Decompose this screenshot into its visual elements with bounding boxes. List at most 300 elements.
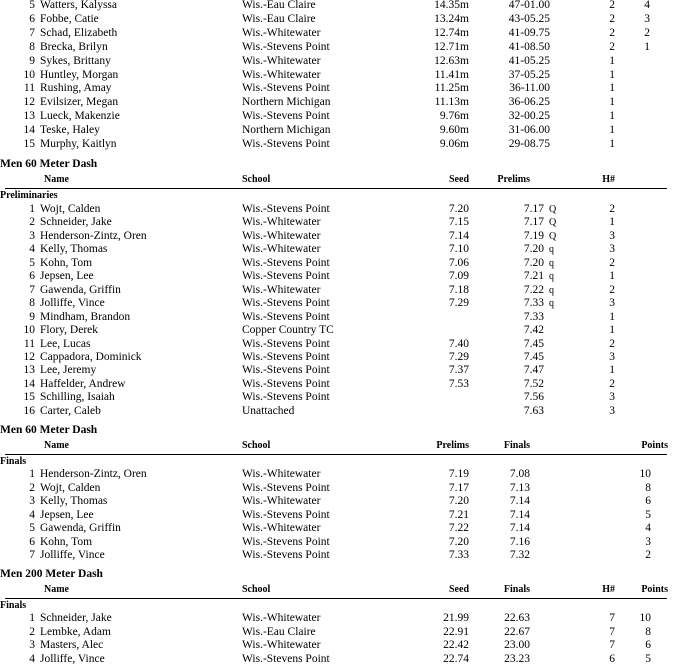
place-cell: 2 [29,481,35,494]
school-name: Wis.-Stevens Point [242,481,330,494]
table-row [0,364,675,378]
mark-imperial: 37-05.25 [508,68,550,81]
prelim-time: 7.33 [523,310,544,323]
school-name: Wis.-Stevens Point [242,364,330,377]
athlete-name: Brecka, Brilyn [40,40,108,53]
athlete-name: Jepsen, Lee [40,508,94,521]
table-row [0,55,675,69]
school-name: Wis.-Whitewater [242,283,321,296]
place-cell: 16 [23,404,35,417]
table-row [0,324,675,338]
table-row [0,405,675,419]
place-cell: 7 [29,549,35,561]
place-cell: 3 [29,229,35,242]
flight-cell: 1 [609,54,615,67]
final-time: 7.14 [509,495,530,507]
points-cell: 3 [645,535,651,548]
col-heat: H# [602,174,615,185]
place-cell: 10 [23,68,35,81]
school-name: Wis.-Stevens Point [242,310,330,323]
table-row [0,257,675,271]
flight-cell: 2 [609,0,615,11]
place-cell: 8 [29,297,35,310]
final-time: 22.67 [504,625,530,638]
final-time: 23.23 [504,652,530,665]
heat-cell: 3 [609,350,615,363]
flight-cell: 1 [609,96,615,109]
athlete-name: Jolliffe, Vince [40,652,105,665]
athlete-name: Wojt, Calden [40,203,101,215]
place-cell: 6 [29,12,35,25]
seed-cell: 7.06 [448,256,469,269]
place-cell: 9 [29,310,35,323]
table-row [0,82,675,96]
heat-cell: 2 [609,377,615,390]
seed-cell: 7.09 [448,270,469,283]
col-points: Points [641,440,668,451]
place-cell: 5 [29,256,35,269]
place-cell: 12 [23,350,35,363]
seed-cell: 22.91 [443,625,469,638]
place-cell: 15 [23,391,35,404]
place-cell: 13 [23,364,35,377]
athlete-name: Gawenda, Griffin [40,522,121,534]
athlete-name: Kohn, Tom [40,256,93,269]
prelim-time: 7.22 [448,522,469,534]
athlete-name: Henderson-Zintz, Oren [40,229,147,242]
seed-cell: 7.15 [448,216,469,229]
prelim-time: 7.20 [448,535,469,548]
points-cell: 6 [645,639,651,651]
school-name: Wis.-Stevens Point [242,138,330,150]
points-cell: 4 [645,522,651,534]
table-row [0,297,675,311]
section-label: Finals [0,600,27,611]
event-title: Men 60 Meter Dash [0,424,98,436]
athlete-name: Murphy, Kaitlyn [40,138,117,150]
athlete-name: Carter, Caleb [40,404,101,417]
place-cell: 4 [29,508,35,521]
prelim-time: 7.20 [523,256,544,269]
table-row [0,351,675,365]
seed-cell: 7.20 [448,203,469,215]
mark-imperial: 41-05.25 [508,54,550,67]
prelim-time: 7.63 [523,404,544,417]
seed-cell: 22.42 [443,639,469,651]
qualifier-mark: Q [549,230,557,242]
school-name: Wis.-Stevens Point [242,270,330,283]
col-name: Name [44,440,69,451]
prelim-time: 7.20 [448,495,469,507]
place-cell: 3 [29,495,35,507]
athlete-name: Lee, Lucas [40,337,91,350]
flight-cell: 1 [609,138,615,150]
final-time: 7.32 [509,549,530,561]
school-name: Wis.-Eau Claire [242,12,316,25]
athlete-name: Evilsizer, Megan [40,96,119,109]
school-name: Unattached [242,404,295,417]
mark-imperial: 41-08.50 [508,40,550,53]
heat-cell: 3 [609,404,615,417]
mark-imperial: 47-01.00 [508,0,550,11]
table-row [0,230,675,244]
mark-metric: 11.41m [434,68,469,81]
athlete-name: Kohn, Tom [40,535,93,548]
column-header-row [0,583,675,597]
athlete-name: Schneider, Jake [40,216,112,229]
athlete-name: Jolliffe, Vince [40,549,105,561]
school-name: Wis.-Stevens Point [242,203,330,215]
event-title: Men 200 Meter Dash [0,568,103,580]
table-row [0,0,675,13]
mark-metric: 13.24m [434,12,469,25]
place-cell: 1 [29,203,35,215]
place-cell: 4 [29,652,35,665]
prelim-time: 7.21 [523,270,544,283]
table-row [0,495,675,509]
school-name: Wis.-Stevens Point [242,549,330,561]
prelim-time: 7.17 [523,216,544,229]
col-school: School [242,174,271,185]
points-cell: 8 [645,481,651,494]
place-cell: 7 [29,26,35,39]
school-name: Wis.-Whitewater [242,54,321,67]
place-cell: 11 [23,82,35,95]
col-finals: Finals [503,584,530,595]
flight-cell: 1 [609,124,615,137]
table-row [0,378,675,392]
table-row [0,216,675,230]
table-row [0,110,675,124]
seed-cell: 7.29 [448,350,469,363]
table-row [0,626,675,640]
heat-cell: 7 [609,612,615,624]
school-name: Wis.-Stevens Point [242,508,330,521]
mark-imperial: 31-06.00 [508,124,550,137]
heat-cell: 1 [609,270,615,283]
seed-cell: 7.18 [448,283,469,296]
col-seed: Seed [449,174,469,185]
qualifier-mark: q [549,244,554,256]
mark-metric: 9.06m [439,138,469,150]
final-time: 23.00 [504,639,530,651]
seed-cell: 7.29 [448,297,469,310]
points-cell: 6 [645,495,651,507]
flight-cell: 2 [609,40,615,53]
final-time: 7.13 [509,481,530,494]
school-name: Northern Michigan [242,124,331,137]
mark-imperial: 43-05.25 [508,12,550,25]
table-row [0,653,675,667]
athlete-name: Jolliffe, Vince [40,297,105,310]
school-name: Wis.-Whitewater [242,229,321,242]
prelim-time: 7.19 [523,229,544,242]
school-name: Wis.-Whitewater [242,639,321,651]
heat-cell: 1 [609,310,615,323]
prelim-time: 7.20 [523,243,544,256]
heat-cell: 1 [609,364,615,377]
athlete-name: Lembke, Adam [40,625,111,638]
column-header-row [0,173,675,187]
qualifier-mark: q [549,257,554,269]
school-name: Wis.-Stevens Point [242,82,330,95]
qualifier-mark: Q [549,204,557,215]
col-heat: H# [602,584,615,595]
table-row [0,536,675,550]
qualifier-mark: q [549,271,554,283]
athlete-name: Gawenda, Griffin [40,283,121,296]
prelim-time: 7.19 [448,468,469,480]
athlete-name: Wojt, Calden [40,481,101,494]
school-name: Copper Country TC [242,324,334,337]
flight-cell: 2 [609,26,615,39]
school-name: Wis.-Whitewater [242,26,321,39]
flight-cell: 1 [609,82,615,95]
seed-cell: 7.53 [448,377,469,390]
school-name: Wis.-Whitewater [242,243,321,256]
final-time: 7.16 [509,535,530,548]
prelim-time: 7.42 [523,324,544,337]
table-row [0,338,675,352]
school-name: Wis.-Stevens Point [242,110,330,123]
athlete-name: Schneider, Jake [40,612,112,624]
athlete-name: Sykes, Brittany [40,54,111,67]
school-name: Wis.-Stevens Point [242,350,330,363]
place-cell: 11 [23,337,35,350]
final-time: 7.14 [509,508,530,521]
place-cell: 1 [29,612,35,624]
col-points: Points [641,584,668,595]
seed-cell: 22.74 [443,652,469,665]
mark-imperial: 41-09.75 [508,26,550,39]
points-cell: 2 [645,549,651,561]
place-cell: 1 [29,468,35,480]
qualifier-mark: q [549,298,554,310]
athlete-name: Cappadora, Dominick [40,350,142,363]
points-cell: 4 [644,0,650,11]
table-row [0,612,675,626]
qualifier-mark: q [549,284,554,296]
table-row [0,27,675,41]
table-row [0,203,675,217]
table-row [0,509,675,523]
prelim-time: 7.17 [448,481,469,494]
athlete-name: Schad, Elizabeth [40,26,118,39]
school-name: Northern Michigan [242,96,331,109]
prelim-time: 7.33 [448,549,469,561]
table-row [0,96,675,110]
place-cell: 6 [29,535,35,548]
place-cell: 4 [29,243,35,256]
prelim-time: 7.47 [523,364,544,377]
table-row [0,522,675,536]
prelim-time: 7.33 [523,297,544,310]
points-cell: 10 [639,468,651,480]
athlete-name: Schilling, Isaiah [40,391,115,404]
place-cell: 5 [29,522,35,534]
table-row [0,13,675,27]
place-cell: 12 [23,96,35,109]
table-row [0,138,675,152]
col-seed: Seed [449,584,469,595]
athlete-name: Teske, Haley [40,124,100,137]
table-row [0,482,675,496]
col-name: Name [44,584,69,595]
table-row [0,270,675,284]
place-cell: 10 [23,324,35,337]
col-name: Name [44,174,69,185]
col-finals: Finals [503,440,530,451]
heat-cell: 3 [609,391,615,404]
points-cell: 1 [644,40,650,53]
school-name: Wis.-Eau Claire [242,625,316,638]
school-name: Wis.-Stevens Point [242,391,330,404]
prelim-time: 7.21 [448,508,469,521]
place-cell: 3 [29,639,35,651]
final-time: 7.14 [509,522,530,534]
athlete-name: Lueck, Makenzie [40,110,120,123]
prelim-time: 7.22 [523,283,544,296]
place-cell: 14 [23,124,35,137]
prelim-time: 7.45 [523,337,544,350]
school-name: Wis.-Whitewater [242,612,321,624]
mark-metric: 12.74m [434,26,469,39]
col-prelims: Prelims [497,174,530,185]
table-row [0,41,675,55]
athlete-name: Kelly, Thomas [40,495,108,507]
seed-cell: 7.10 [448,243,469,256]
athlete-name: Fobbe, Catie [40,12,99,25]
seed-cell: 7.37 [448,364,469,377]
prelim-time: 7.45 [523,350,544,363]
mark-metric: 14.35m [434,0,469,11]
athlete-name: Rushing, Amay [40,82,112,95]
place-cell: 8 [29,40,35,53]
heat-cell: 7 [609,639,615,651]
mark-metric: 9.60m [439,124,469,137]
final-time: 22.63 [504,612,530,624]
heat-cell: 3 [609,243,615,256]
table-row [0,243,675,257]
prelim-time: 7.17 [523,203,544,215]
section-label: Preliminaries [0,190,58,201]
mark-metric: 11.13m [434,96,469,109]
heat-cell: 7 [609,625,615,638]
qualifier-mark: Q [549,217,557,229]
points-cell: 3 [644,12,650,25]
flight-cell: 1 [609,68,615,81]
seed-cell: 21.99 [443,612,469,624]
table-row [0,124,675,138]
mark-metric: 11.25m [434,82,469,95]
place-cell: 2 [29,216,35,229]
school-name: Wis.-Stevens Point [242,337,330,350]
athlete-name: Huntley, Morgan [40,68,119,81]
place-cell: 13 [23,110,35,123]
table-row [0,549,675,563]
heat-cell: 2 [609,337,615,350]
place-cell: 2 [29,625,35,638]
school-name: Wis.-Stevens Point [242,297,330,310]
mark-imperial: 36-06.25 [508,96,550,109]
final-time: 7.08 [509,468,530,480]
prelim-time: 7.52 [523,377,544,390]
mark-metric: 12.71m [434,40,469,53]
points-cell: 10 [639,612,651,624]
mark-metric: 12.63m [434,54,469,67]
column-header-row [0,439,675,453]
prelim-time: 7.56 [523,391,544,404]
place-cell: 9 [29,54,35,67]
col-school: School [242,584,271,595]
mark-imperial: 32-00.25 [508,110,550,123]
points-cell: 8 [645,625,651,638]
athlete-name: Kelly, Thomas [40,243,108,256]
school-name: Wis.-Whitewater [242,68,321,81]
athlete-name: Masters, Alec [40,639,104,651]
school-name: Wis.-Whitewater [242,468,321,480]
seed-cell: 7.14 [448,229,469,242]
athlete-name: Flory, Derek [40,324,99,337]
school-name: Wis.-Whitewater [242,216,321,229]
heat-cell: 3 [609,297,615,310]
school-name: Wis.-Stevens Point [242,652,330,665]
table-row [0,284,675,298]
school-name: Wis.-Stevens Point [242,40,330,53]
points-cell: 5 [645,508,651,521]
place-cell: 5 [29,0,35,11]
mark-imperial: 36-11.00 [509,82,550,95]
col-school: School [242,440,271,451]
heat-cell: 1 [609,324,615,337]
section-label: Finals [0,456,27,467]
athlete-name: Jepsen, Lee [40,270,94,283]
table-row [0,69,675,83]
place-cell: 6 [29,270,35,283]
school-name: Wis.-Eau Claire [242,0,316,11]
athlete-name: Watters, Kalyssa [40,0,117,11]
mark-imperial: 29-08.75 [508,138,550,150]
event-title: Men 60 Meter Dash [0,158,98,170]
place-cell: 14 [23,377,35,390]
table-row [0,311,675,325]
heat-cell: 2 [609,283,615,296]
school-name: Wis.-Stevens Point [242,535,330,548]
points-cell: 2 [644,26,650,39]
col-prelims: Prelims [436,440,469,451]
table-row [0,639,675,653]
mark-metric: 9.76m [439,110,469,123]
athlete-name: Lee, Jeremy [40,364,97,377]
school-name: Wis.-Whitewater [242,522,321,534]
athlete-name: Henderson-Zintz, Oren [40,468,147,480]
table-row [0,391,675,405]
place-cell: 7 [29,283,35,296]
athlete-name: Mindham, Brandon [40,310,131,323]
heat-cell: 3 [609,229,615,242]
school-name: Wis.-Stevens Point [242,377,330,390]
seed-cell: 7.40 [448,337,469,350]
points-cell: 5 [645,652,651,665]
athlete-name: Haffelder, Andrew [40,377,126,390]
flight-cell: 1 [609,110,615,123]
heat-cell: 2 [609,256,615,269]
flight-cell: 2 [609,12,615,25]
table-row [0,468,675,482]
place-cell: 15 [23,138,35,150]
school-name: Wis.-Whitewater [242,495,321,507]
school-name: Wis.-Stevens Point [242,256,330,269]
